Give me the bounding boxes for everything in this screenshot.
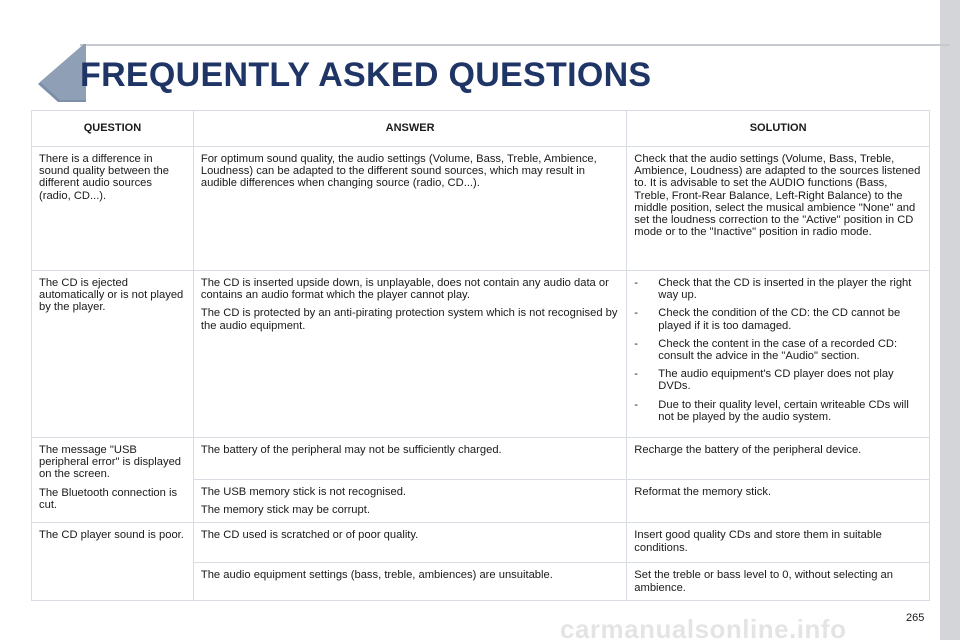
question-cell — [32, 438, 194, 523]
list-item: - Check that the CD is inserted in the player the right way up. — [634, 277, 912, 302]
table-row — [32, 147, 930, 271]
list-item-text: The audio equipment's CD player does not play DVDs. — [658, 368, 894, 393]
header-solution: SOLUTION — [627, 111, 930, 147]
list-item-text: Check the content in the case of a recorded CD: consult the advice in the "Audio" section. — [658, 337, 898, 363]
table-row — [32, 271, 930, 438]
answer-paragraph: The CD is inserted upside down, is unplayable, does not contain any audio data or contains an audio format which the player cannot play. — [200, 277, 609, 302]
header-question: QUESTION — [32, 111, 194, 147]
faq-table — [31, 110, 930, 601]
solution-cell: Set the treble or bass level to 0, without selecting an ambience. — [627, 563, 930, 601]
answer-cell — [193, 480, 626, 523]
solution-cell: Reformat the memory stick. — [627, 480, 930, 523]
answer-cell: The audio equipment settings (bass, treble, ambiences) are unsuitable. — [193, 563, 626, 601]
list-item-text: Check that the CD is inserted in the player the right way up. — [658, 277, 912, 302]
solution-cell — [627, 271, 930, 438]
solution-cell: Check that the audio settings (Volume, Bass, Treble, Ambience, Loudness) are adapted to the sources listened to. It is advisable to set the AUDIO functions (Bass, Treble, Front-Rear Balance, Left-Right Balance) to the middle position, select the musical ambience "None" and set the loudness correction to the "Active" position in CD mode or to the "Inactive" position in radio mode. — [627, 147, 930, 271]
table-row — [32, 523, 930, 563]
question-cell: There is a difference in sound quality between the different audio sources (radio, CD...). — [32, 147, 194, 271]
list-item: - The audio equipment's CD player does not play DVDs. — [634, 368, 894, 393]
answer-cell: The battery of the peripheral may not be sufficiently charged. — [193, 438, 626, 480]
header-answer: ANSWER — [193, 111, 626, 147]
answer-paragraph: The CD is protected by an anti-pirating protection system which is not recognised by the audio equipment. — [200, 307, 618, 332]
page-number: 265 — [906, 612, 925, 624]
watermark: carmanualsonline.info — [560, 614, 847, 640]
list-item: - Check the content in the case of a recorded CD: consult the advice in the "Audio" section. — [634, 337, 898, 363]
answer-cell: The CD used is scratched or of poor quality. — [193, 523, 626, 563]
answer-paragraph: The memory stick may be corrupt. — [200, 504, 370, 517]
list-item-text: Due to their quality level, certain writeable CDs will not be played by the audio system. — [658, 398, 909, 423]
table-row — [32, 438, 930, 480]
title-rule — [80, 44, 950, 46]
list-item: - Check the condition of the CD: the CD cannot be played if it is too damaged. — [634, 307, 901, 332]
solution-cell: Recharge the battery of the peripheral device. — [627, 438, 930, 480]
solution-list — [634, 277, 922, 423]
title-tab-decoration — [36, 44, 86, 102]
answer-cell — [193, 271, 626, 438]
question-cell: The CD player sound is poor. — [32, 523, 194, 601]
list-item-text: Check the condition of the CD: the CD cannot be played if it is too damaged. — [658, 307, 901, 332]
question-paragraph: The Bluetooth connection is cut. — [39, 486, 178, 511]
side-strip — [940, 0, 960, 640]
answer-paragraph: The USB memory stick is not recognised. — [200, 486, 407, 498]
question-cell: The CD is ejected automatically or is not played by the player. — [32, 271, 194, 438]
list-item: - Due to their quality level, certain writeable CDs will not be played by the audio system. — [634, 398, 909, 423]
question-paragraph: The message "USB peripheral error" is displayed on the screen. — [39, 444, 182, 481]
solution-cell: Insert good quality CDs and store them in suitable conditions. — [627, 523, 930, 563]
table-header-row — [32, 111, 930, 147]
page-title: FREQUENTLY ASKED QUESTIONS — [80, 56, 652, 94]
answer-cell: For optimum sound quality, the audio settings (Volume, Bass, Treble, Ambience, Loudness) can be adapted to the different sound sources, which may result in audible differences when changing source (radio, CD...). — [193, 147, 626, 271]
